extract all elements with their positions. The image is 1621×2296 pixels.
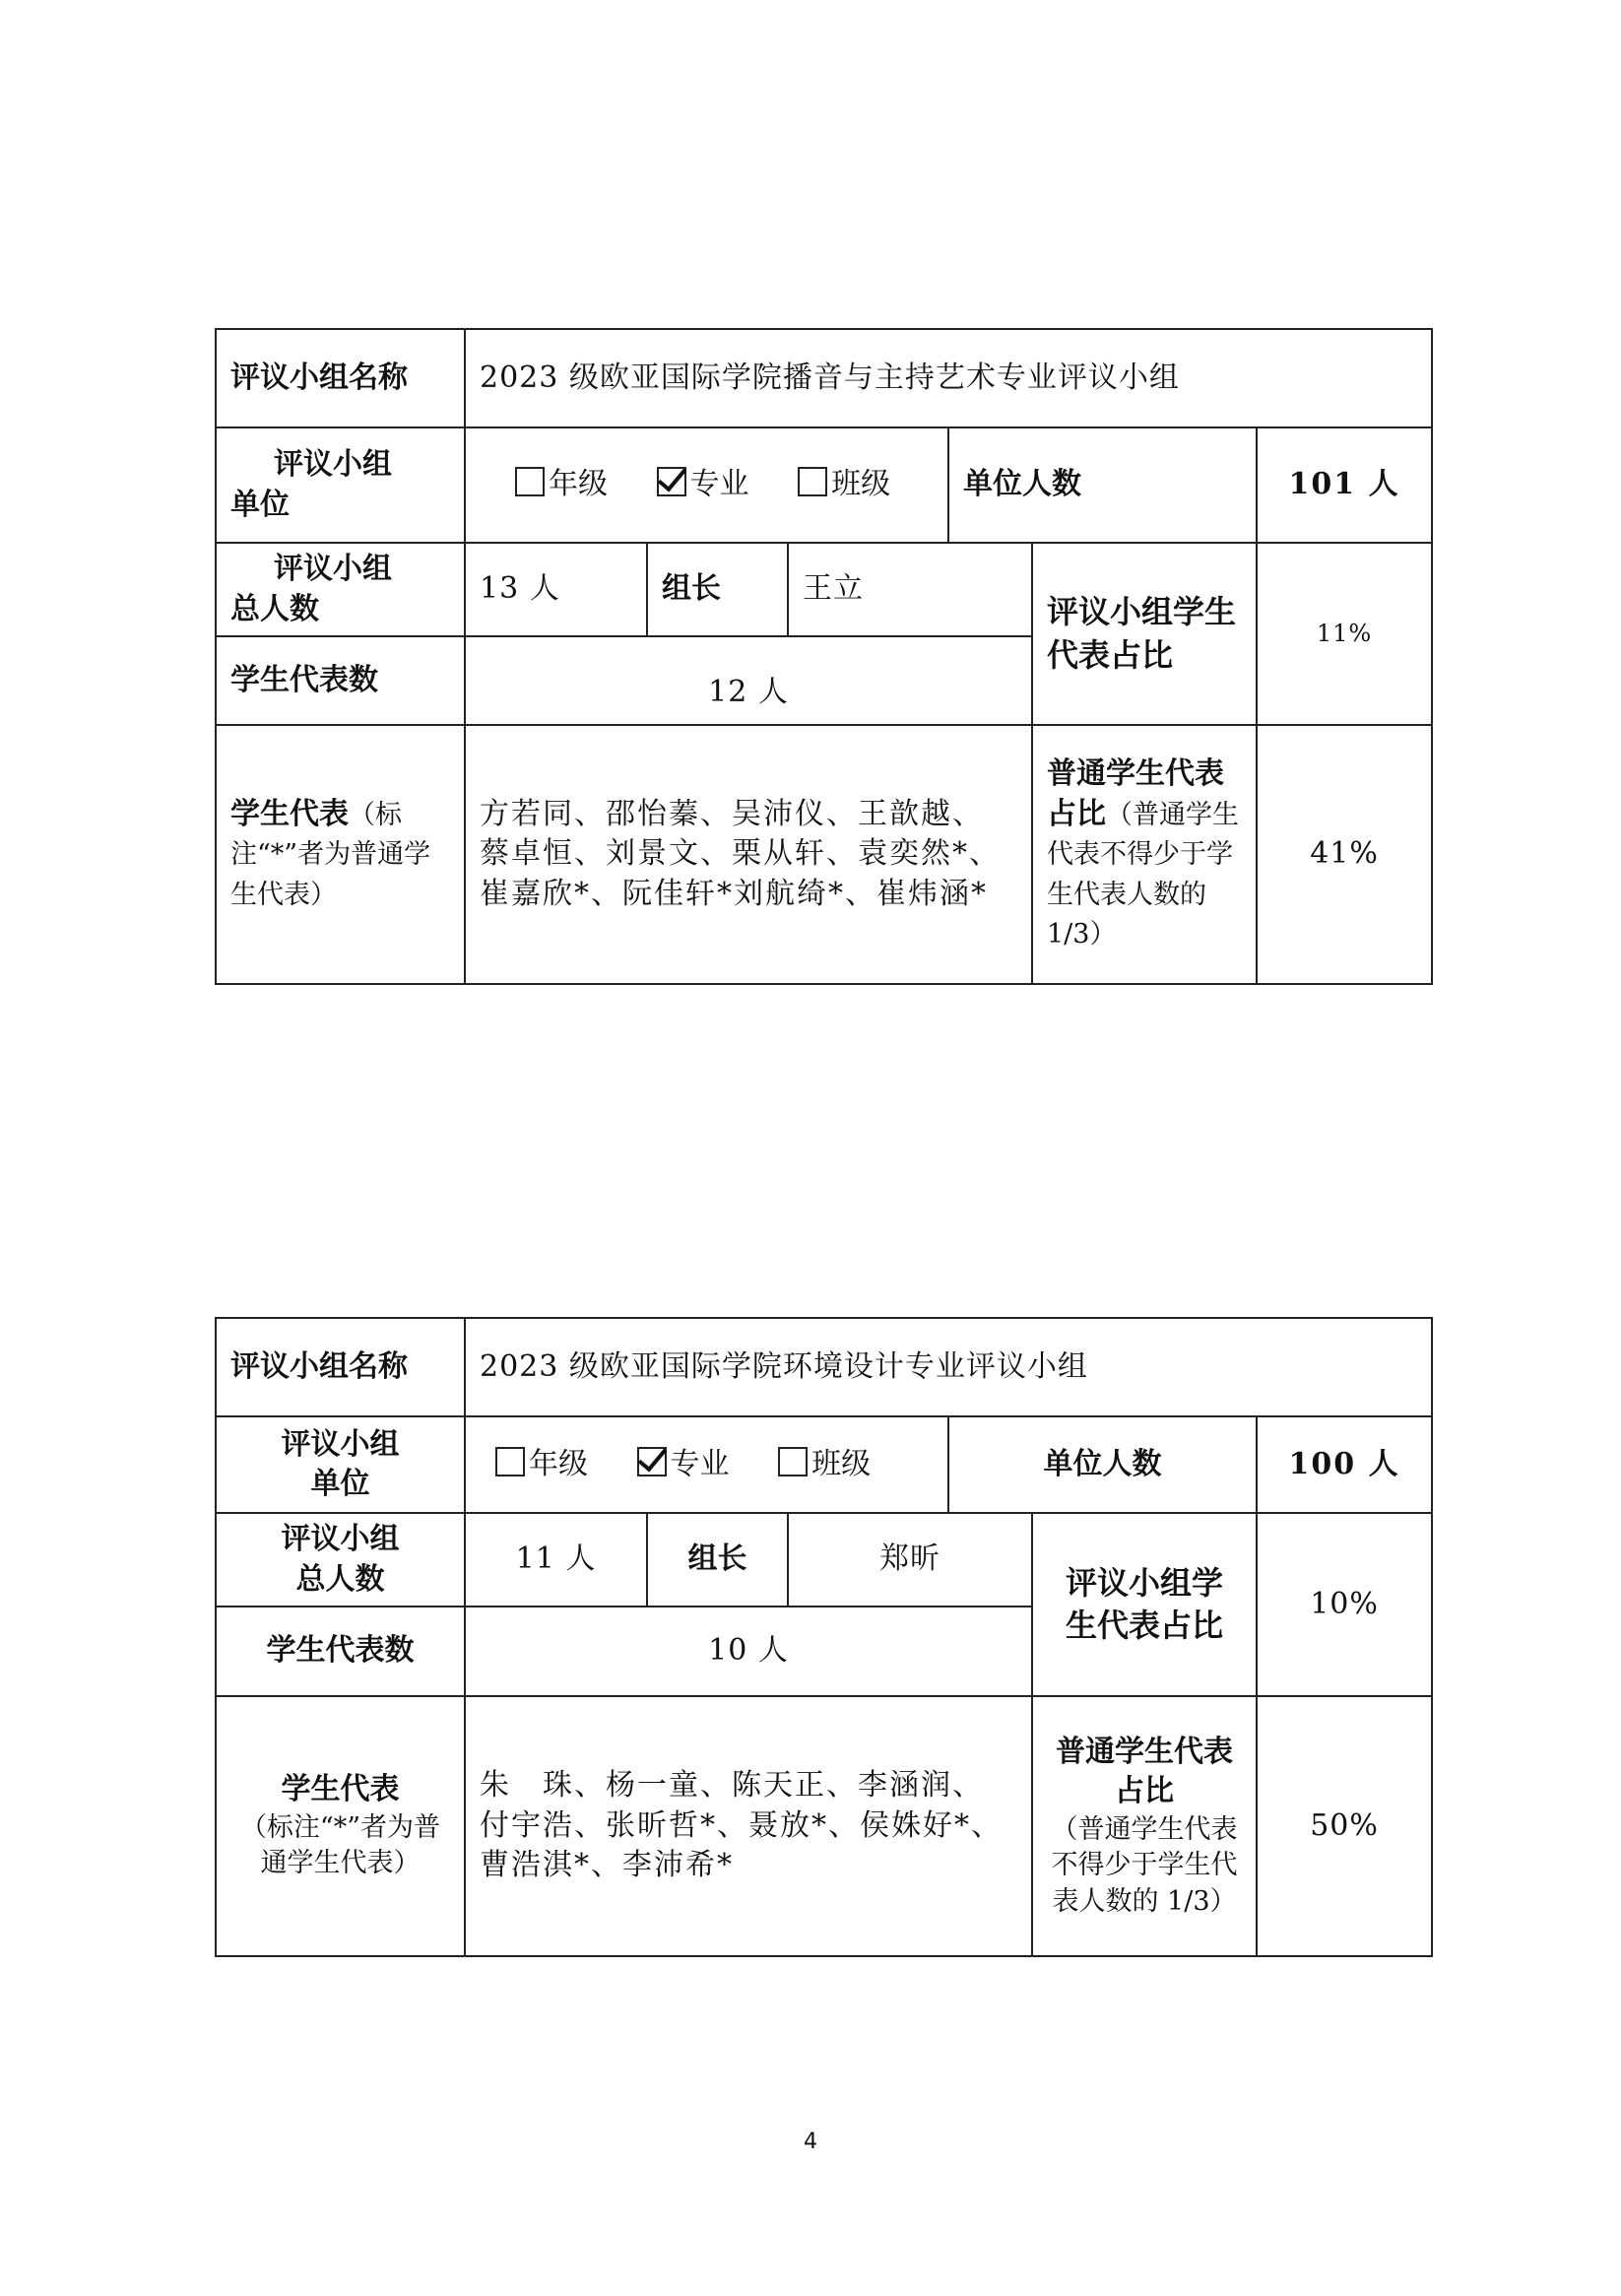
ratio-value: 11% — [1257, 543, 1432, 725]
reps-list — [465, 1696, 1032, 1956]
reps-label-cell — [216, 725, 465, 984]
ratio-label: 评议小组学生代表占比 — [1032, 543, 1257, 725]
reps-note: （标注“*”者为普通学生代表） — [230, 799, 431, 910]
unit-count-value: 100 人 — [1257, 1416, 1432, 1513]
unit-count-label: 单位人数 — [948, 427, 1257, 543]
option-class-label: 班级 — [831, 467, 891, 502]
leader-value: 王立 — [788, 543, 1032, 636]
unit-options — [465, 1416, 948, 1513]
reps-line-2: 蔡卓恒、刘景文、栗从轩、袁奕然*、 — [480, 836, 1001, 872]
option-grade-label: 年级 — [529, 1446, 588, 1481]
unit-options — [465, 427, 948, 543]
leader-value: 郑昕 — [788, 1513, 1032, 1607]
common-label: 普通学生代表占比 — [1047, 756, 1224, 831]
option-major-label: 专业 — [670, 1446, 730, 1481]
ratio-label: 评议小组学生代表占比 — [1032, 1513, 1257, 1696]
rep-count-value: 10 人 — [465, 1607, 1032, 1696]
reps-label: 学生代表 — [230, 796, 349, 831]
checkbox-class[interactable] — [778, 1447, 808, 1476]
reps-label: 学生代表 — [281, 1772, 400, 1807]
option-grade-label: 年级 — [549, 467, 608, 502]
page-number: 4 — [804, 2130, 817, 2154]
rep-count-label: 学生代表数 — [216, 1607, 465, 1696]
checkbox-grade[interactable] — [495, 1447, 525, 1476]
unit-label-line1: 评议小组 — [274, 447, 392, 482]
unit-label — [216, 427, 465, 543]
ratio-value: 10% — [1257, 1513, 1432, 1696]
checkbox-major-checked[interactable] — [637, 1447, 667, 1476]
option-grade[interactable] — [515, 467, 608, 501]
common-value: 41% — [1257, 725, 1432, 984]
common-label-cell — [1032, 725, 1257, 984]
total-label-line2: 总人数 — [295, 1561, 385, 1597]
common-label: 普通学生代表占比 — [1056, 1734, 1233, 1809]
reps-line-3: 崔嘉欣*、阮佳轩*刘航绮*、崔炜涵* — [480, 876, 988, 911]
common-note: （普通学生代表不得少于学生代表人数的 1/3） — [1051, 1813, 1238, 1917]
checkbox-major-checked[interactable] — [657, 467, 686, 496]
option-class[interactable] — [778, 1447, 871, 1481]
option-major[interactable] — [657, 467, 749, 501]
reps-label-cell — [216, 1696, 465, 1956]
total-label-line1: 评议小组 — [281, 1522, 400, 1556]
checkbox-grade[interactable] — [515, 467, 545, 496]
option-grade[interactable] — [495, 1447, 588, 1481]
unit-label — [216, 1416, 465, 1513]
review-group-table-2 — [215, 1317, 1433, 1957]
checkbox-class[interactable] — [798, 467, 827, 496]
total-value: 13 人 — [465, 543, 647, 636]
rep-count-value: 12 人 — [465, 636, 1032, 725]
group-name-label: 评议小组名称 — [216, 1318, 465, 1416]
option-class-label: 班级 — [811, 1446, 872, 1481]
common-note: （普通学生代表不得少于学生代表人数的 1/3） — [1047, 799, 1239, 951]
common-value: 50% — [1257, 1696, 1432, 1956]
rep-count-label: 学生代表数 — [216, 636, 465, 725]
total-label-line2: 总人数 — [230, 591, 319, 626]
unit-label-line1: 评议小组 — [281, 1426, 400, 1462]
total-label — [216, 1513, 465, 1607]
review-group-table-1 — [215, 328, 1433, 985]
reps-line-2: 付宇浩、张昕哲*、聂放*、侯姝好*、 — [480, 1807, 1003, 1843]
group-name-label: 评议小组名称 — [216, 329, 465, 427]
unit-count-value: 101 人 — [1257, 427, 1432, 543]
reps-list — [465, 725, 1032, 984]
option-major-label: 专业 — [689, 467, 749, 502]
total-value: 11 人 — [465, 1513, 647, 1607]
reps-line-1: 朱 珠、杨一童、陈天正、李涵润、 — [480, 1768, 984, 1804]
group-name-value: 2023 级欧亚国际学院环境设计专业评议小组 — [465, 1318, 1432, 1416]
leader-label: 组长 — [647, 1513, 788, 1607]
reps-note: （标注“*”者为普通学生代表） — [239, 1811, 441, 1879]
option-major[interactable] — [637, 1447, 730, 1481]
option-class[interactable] — [798, 467, 890, 501]
reps-line-3: 曹浩淇*、李沛希* — [480, 1848, 734, 1883]
group-name-value: 2023 级欧亚国际学院播音与主持艺术专业评议小组 — [465, 329, 1432, 427]
unit-label-line2: 单位 — [230, 487, 290, 522]
unit-count-label: 单位人数 — [948, 1416, 1257, 1513]
common-label-cell — [1032, 1696, 1257, 1956]
total-label-line1: 评议小组 — [274, 552, 392, 586]
unit-label-line2: 单位 — [310, 1467, 370, 1501]
leader-label: 组长 — [647, 543, 788, 636]
reps-line-1: 方若同、邵怡蓁、吴沛仪、王歆越、 — [480, 796, 984, 831]
total-label — [216, 543, 465, 636]
